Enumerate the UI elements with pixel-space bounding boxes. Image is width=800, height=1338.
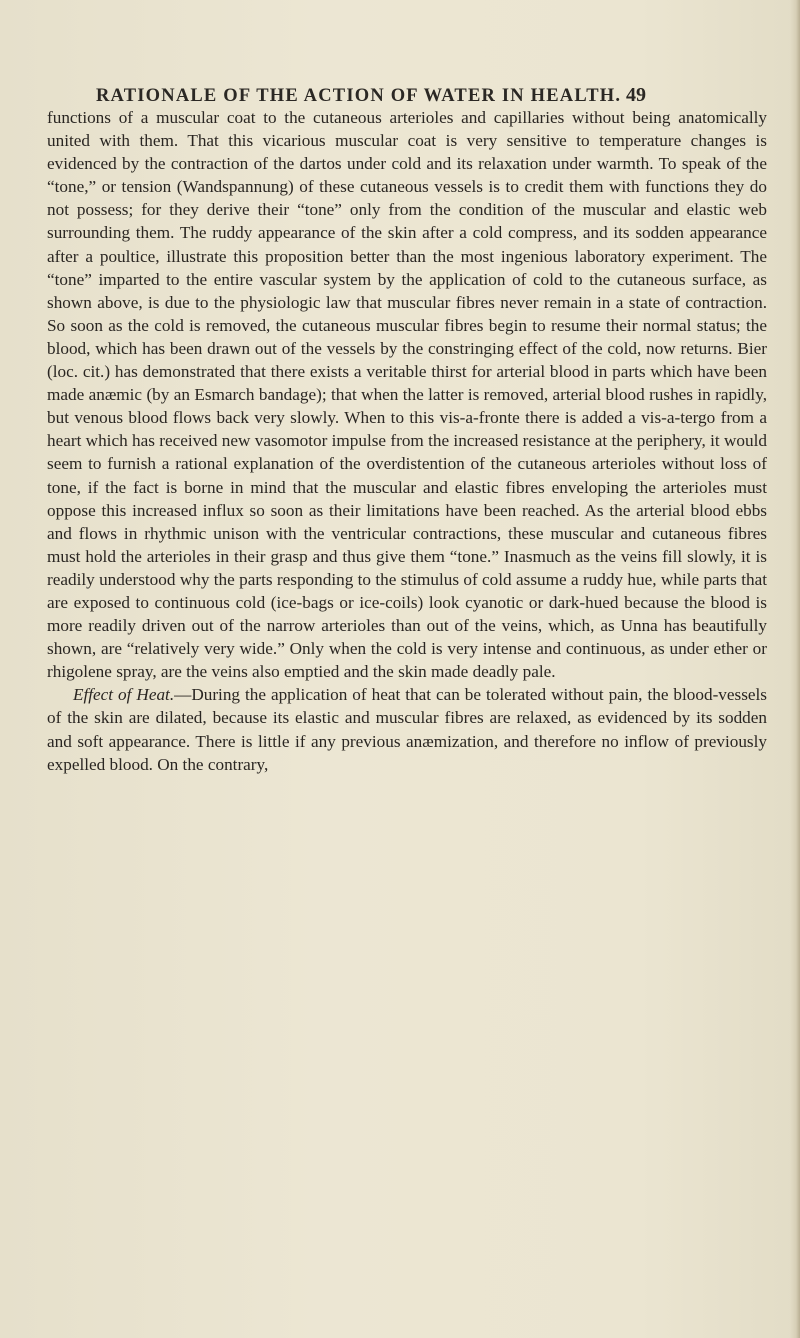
paragraph-1: functions of a muscular coat to the cutaneous arterioles and capillaries without being anatomically united with them. That this vicarious muscular coat is very sensitive to temperature changes is evidenced by the contraction of the dartos under cold and its relaxation under warmth. To speak of the “tone,” or tension (Wandspannung) of these cutaneous vessels is to credit them with functions they do not possess; for they derive their “tone” only from the condition of the muscular and elastic web surrounding them. The ruddy appearance of the skin after a cold compress, and its sodden appearance after a poultice, illustrate this proposition better than the most ingenious laboratory experiment. The “tone” imparted to the entire vascular system by the application of cold to the cutaneous surface, as shown above, is due to the physiologic law that muscular fibres never remain in a state of contraction. So soon as the cold is removed, the cutaneous muscular fibres begin to resume their normal status; the blood, which has been drawn out of the vessels by the constringing effect of the cold, now returns. Bier (loc. cit.) has demonstrated that there exists a veritable thirst for arterial blood in parts which have been made anæmic (by an Esmarch bandage); that when the latter is removed, arterial blood rushes in rapidly, but venous blood flows back very slowly. When to this vis-a-fronte there is added a vis-a-tergo from a heart which has received new vasomotor impulse from the increased resistance at the periphery, it would seem to furnish a rational explanation of the overdistention of the cutaneous arterioles without loss of tone, if the fact is borne in mind that the muscular and elastic fibres enveloping the arterioles must oppose this increased influx so soon as their limitations have been reached. As the arterial blood ebbs and flows in rhythmic unison with the ventricular contractions, these muscular and cutaneous fibres must hold the arterioles in their grasp and thus give them “tone.” Inasmuch as the veins fill slowly, it is readily understood why the parts responding to the stimulus of cold assume a ruddy hue, while parts that are exposed to continuous cold (ice-bags or ice-coils) look cyanotic or dark-hued because the blood is more readily driven out of the narrow arterioles than out of the veins, which, as Unna has beautifully shown, are “relatively very wide.” Only when the cold is very intense and continuous, as under ether or rhigolene spray, are the veins also emptied and the skin made deadly pale. [47,108,767,682]
page-number: 49 [626,84,646,106]
paragraph-2 [47,683,767,775]
page-edge-shadow [790,0,800,1338]
section-heading-effect-of-heat: Effect of Heat. [73,685,175,705]
body-text [47,106,767,776]
running-title: RATIONALE OF THE ACTION OF WATER IN HEALTH. [96,86,622,106]
paragraph-2-text: —During the application of heat that can be tolerated without pain, the blood-vessels of the skin are dilated, because its elastic and muscular fibres are relaxed, as evidenced by its sodden and soft appearance. There is little if any previous anæmization, and therefore no inflow of previously expelled blood. On the contrary, [47,685,767,774]
